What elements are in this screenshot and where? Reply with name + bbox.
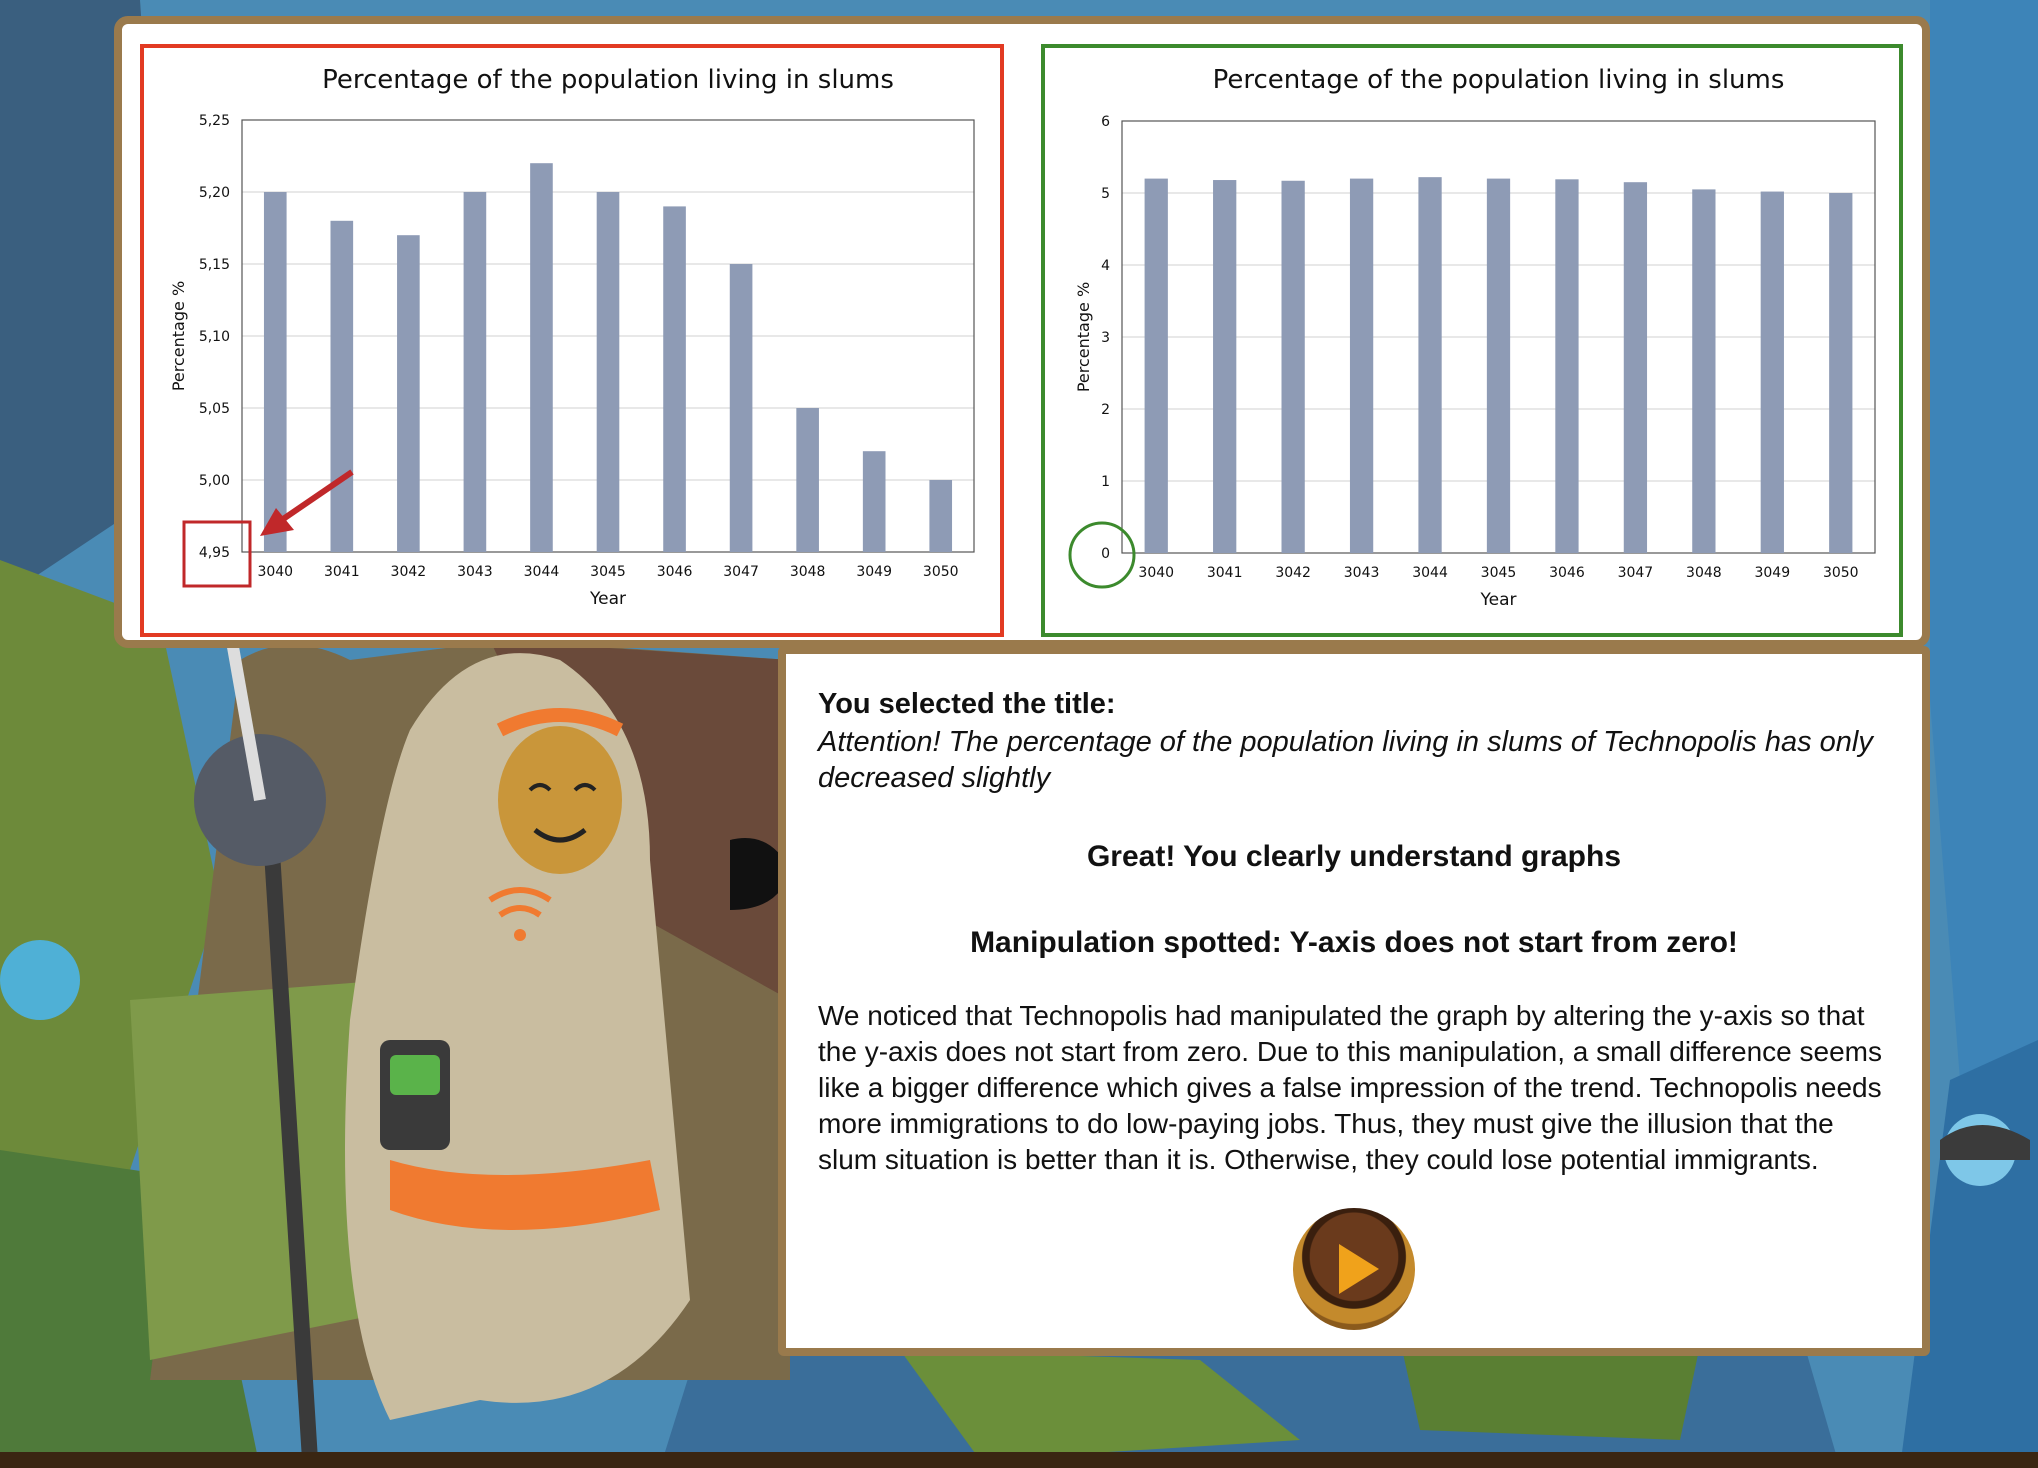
- bar: [464, 192, 487, 552]
- manipulated-bar-chart: [144, 48, 1000, 633]
- bottom-status-bar: [0, 1452, 2038, 1468]
- x-tick-label: 3042: [1275, 565, 1311, 581]
- bar: [1692, 189, 1715, 553]
- chart-title: Percentage of the population living in slums: [1212, 65, 1785, 95]
- y-axis-label: Percentage %: [1074, 281, 1093, 393]
- y-tick-label: 4,95: [198, 545, 230, 561]
- x-tick-label: 3041: [323, 564, 360, 580]
- y-tick-label: 3: [1101, 330, 1110, 346]
- x-axis-label: Year: [590, 589, 626, 609]
- x-tick-label: 3040: [1138, 565, 1175, 581]
- result-message: Great! You clearly understand graphs: [1086, 840, 1622, 873]
- x-tick-label: 3041: [1206, 565, 1243, 581]
- bar: [796, 408, 819, 552]
- x-tick-label: 3049: [1754, 565, 1791, 581]
- x-tick-label: 3048: [1686, 565, 1722, 581]
- y-tick-label: 5,15: [198, 257, 230, 273]
- x-tick-label: 3042: [390, 564, 427, 580]
- y-tick-label: 1: [1101, 474, 1110, 490]
- bar: [331, 221, 354, 552]
- bar: [1145, 179, 1168, 553]
- bar: [1281, 181, 1304, 553]
- x-tick-label: 3043: [457, 564, 493, 580]
- bar: [397, 235, 420, 552]
- y-tick-label: 5,25: [198, 113, 230, 129]
- chart-title: Percentage of the population living in slums: [322, 65, 894, 95]
- y-tick-label: 5,10: [198, 329, 230, 345]
- x-tick-label: 3043: [1343, 565, 1380, 581]
- bar: [264, 192, 287, 552]
- x-tick-label: 3047: [1617, 565, 1654, 581]
- bar: [1213, 180, 1236, 553]
- x-tick-label: 3046: [1549, 565, 1585, 581]
- bar: [1761, 192, 1784, 553]
- y-axis-label: Percentage %: [169, 280, 188, 392]
- y-tick-label: 6: [1101, 114, 1110, 130]
- x-tick-label: 3047: [723, 564, 759, 580]
- bar: [1418, 177, 1441, 553]
- y-tick-label: 0: [1101, 546, 1110, 562]
- x-tick-label: 3044: [523, 564, 560, 580]
- bar: [597, 192, 620, 552]
- correct-bar-chart: [1045, 48, 1899, 633]
- y-tick-label: 5,20: [198, 185, 230, 201]
- bar: [1555, 179, 1578, 553]
- correct-chart-frame: [1041, 44, 1903, 637]
- x-tick-label: 3050: [922, 564, 959, 580]
- selected-title-text: Attention! The percentage of the population living in slums of Technopolis has only decreased slightly: [818, 726, 1873, 794]
- x-axis-label: Year: [1480, 590, 1517, 610]
- x-tick-label: 3050: [1822, 565, 1859, 581]
- x-tick-label: 3044: [1412, 565, 1448, 581]
- manipulation-message: Manipulation spotted: Y-axis does not start from zero!: [970, 926, 1738, 959]
- y-tick-label: 5,05: [198, 401, 230, 417]
- bar: [863, 451, 886, 552]
- x-tick-label: 3049: [856, 564, 893, 580]
- y-tick-label: 4: [1101, 258, 1110, 274]
- bar: [929, 480, 952, 552]
- y-tick-label: 2: [1101, 402, 1110, 418]
- bar: [730, 264, 753, 552]
- x-tick-label: 3040: [257, 564, 294, 580]
- bar: [530, 163, 553, 552]
- bar: [1350, 179, 1373, 553]
- guide-character: [90, 600, 810, 1460]
- y-tick-label: 5: [1101, 186, 1110, 202]
- play-arrow-icon: [1339, 1244, 1379, 1294]
- next-button[interactable]: [1293, 1208, 1415, 1330]
- selected-title-label: You selected the title:: [818, 688, 1116, 720]
- bar: [1624, 182, 1647, 553]
- bar: [1829, 193, 1852, 553]
- manipulated-chart-frame: [140, 44, 1004, 637]
- y-tick-label: 5,00: [198, 473, 230, 489]
- x-tick-label: 3045: [590, 564, 626, 580]
- x-tick-label: 3045: [1480, 565, 1517, 581]
- explanation-text: We noticed that Technopolis had manipulated the graph by altering the y-axis so that the y-axis does not start from zero. Due to this manipulation, a small difference seems like a bigger difference which gives a false impression of the trend. Technopolis needs more immigrations to do low-paying jobs. Thus, they must give the illusion that the slum situation is better than it is. Otherwise, they could lose potential immigrants.: [818, 1000, 1882, 1175]
- bar: [1487, 179, 1510, 553]
- x-tick-label: 3048: [789, 564, 826, 580]
- x-tick-label: 3046: [656, 564, 693, 580]
- bar: [663, 206, 686, 552]
